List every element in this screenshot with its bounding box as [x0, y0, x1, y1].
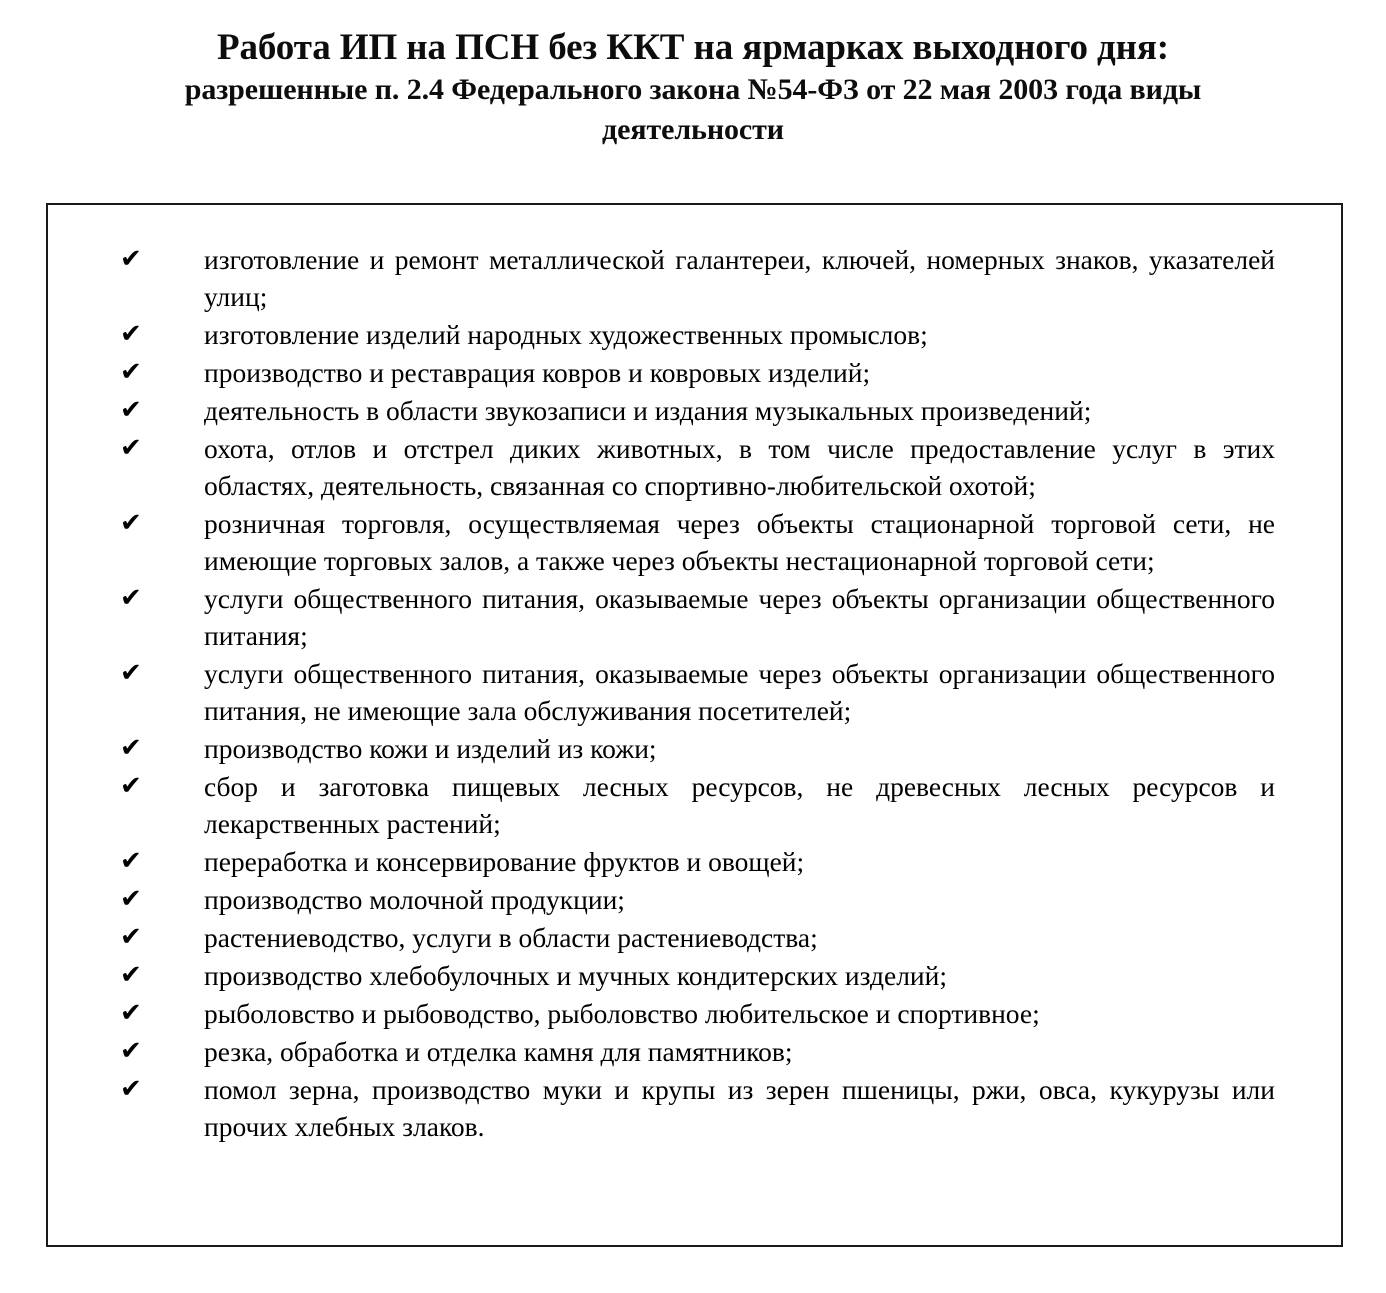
list-item-label: услуги общественного питания, оказываемые через объекты организации общественного питания;	[204, 583, 1275, 651]
list-item-label: сбор и заготовка пищевых лесных ресурсов, не древесных лесных ресурсов и лекарственных растений;	[204, 771, 1275, 839]
list-item	[110, 995, 1275, 1032]
check-mark-icon: ✔	[120, 395, 142, 425]
list-item	[110, 241, 1275, 315]
list-item-label: розничная торговля, осуществляемая через объекты стационарной торговой сети, не имеющие торговых залов, а также через объекты нестационарной торговой сети;	[204, 508, 1275, 576]
list-item	[110, 505, 1275, 579]
page-title-line-1: Работа ИП на ПСН без ККТ на ярмарках выходного дня:	[216, 27, 1170, 68]
document-title-block	[0, 0, 1386, 150]
list-item-label: деятельность в области звукозаписи и издания музыкальных произведений;	[204, 395, 1092, 426]
list-item	[110, 316, 1275, 353]
list-item	[110, 392, 1275, 429]
list-item	[110, 730, 1275, 767]
check-mark-icon: ✔	[120, 1036, 142, 1066]
check-mark-icon: ✔	[120, 960, 142, 990]
list-item-label: рыболовство и рыбоводство, рыболовство любительское и спортивное;	[204, 998, 1040, 1029]
list-item-label: помол зерна, производство муки и крупы из зерен пшеницы, ржи, овса, кукурузы или прочих хлебных злаков.	[204, 1074, 1275, 1142]
list-item	[110, 430, 1275, 504]
check-mark-icon: ✔	[120, 433, 142, 463]
check-mark-icon: ✔	[120, 319, 142, 349]
activities-bordered-box	[46, 203, 1343, 1247]
list-item	[110, 580, 1275, 654]
list-item-label: резка, обработка и отделка камня для памятников;	[204, 1036, 793, 1067]
check-mark-icon: ✔	[120, 884, 142, 914]
list-item-label: производство хлебобулочных и мучных кондитерских изделий;	[204, 960, 947, 991]
list-item	[110, 843, 1275, 880]
list-item	[110, 1071, 1275, 1145]
list-item	[110, 957, 1275, 994]
check-mark-icon: ✔	[120, 244, 142, 274]
list-item-label: растениеводство, услуги в области растениеводства;	[204, 922, 818, 953]
list-item-label: охота, отлов и отстрел диких животных, в том числе предоставление услуг в этих областях, деятельность, связанная со спортивно-любительской охотой;	[204, 433, 1275, 501]
list-item	[110, 655, 1275, 729]
list-item	[110, 919, 1275, 956]
list-item	[110, 354, 1275, 391]
list-item-label: изготовление и ремонт металлической галантереи, ключей, номерных знаков, указателей улиц;	[204, 244, 1275, 312]
list-item	[110, 768, 1275, 842]
list-item	[110, 881, 1275, 918]
check-mark-icon: ✔	[120, 922, 142, 952]
check-mark-icon: ✔	[120, 357, 142, 387]
check-mark-icon: ✔	[120, 658, 142, 688]
list-item	[110, 1033, 1275, 1070]
list-item-label: изготовление изделий народных художественных промыслов;	[204, 319, 928, 350]
check-mark-icon: ✔	[120, 998, 142, 1028]
page-title-line-2: разрешенные п. 2.4 Федерального закона №54-ФЗ от 22 мая 2003 года виды	[184, 73, 1202, 106]
page-title-line-3: деятельности	[602, 113, 784, 146]
check-mark-icon: ✔	[120, 508, 142, 538]
list-item-label: производство кожи и изделий из кожи;	[204, 733, 657, 764]
check-mark-icon: ✔	[120, 583, 142, 613]
check-mark-icon: ✔	[120, 771, 142, 801]
check-mark-icon: ✔	[120, 733, 142, 763]
list-item-label: производство молочной продукции;	[204, 884, 625, 915]
activities-list-container	[48, 205, 1341, 1145]
check-mark-icon: ✔	[120, 1074, 142, 1104]
check-mark-icon: ✔	[120, 846, 142, 876]
list-item-label: переработка и консервирование фруктов и овощей;	[204, 846, 805, 877]
activities-list	[110, 241, 1275, 1145]
list-item-label: производство и реставрация ковров и ковровых изделий;	[204, 357, 871, 388]
list-item-label: услуги общественного питания, оказываемые через объекты организации общественного питания, не имеющие зала обслуживания посетителей;	[204, 658, 1275, 726]
